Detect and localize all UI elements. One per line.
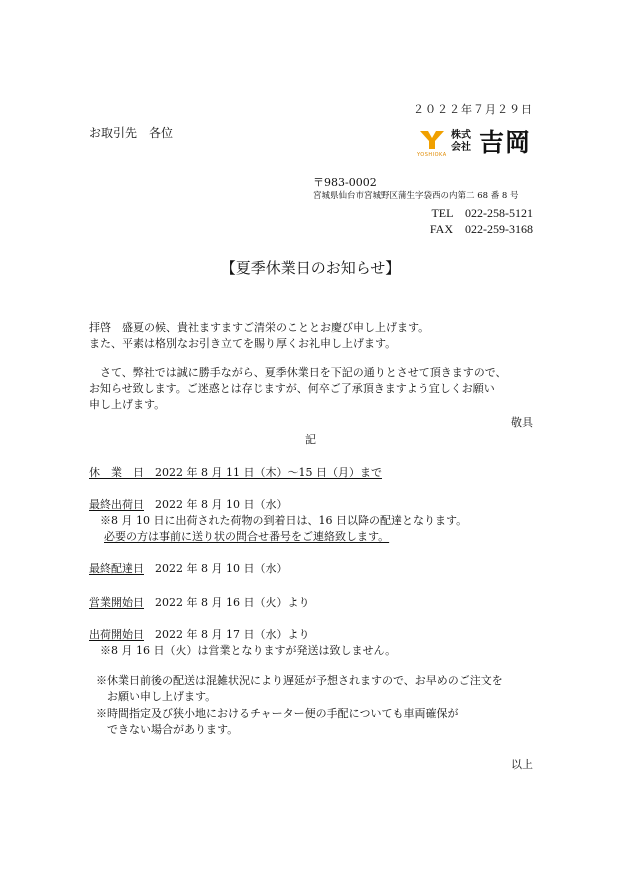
document-title: 【夏季休業日のお知らせ】 — [220, 259, 401, 277]
item-value: 2022 年 8 月 10 日（水） — [144, 562, 288, 575]
item-label: 休 業 日 — [89, 466, 144, 479]
item-note-underlined: 必要の方は事前に送り状の問合せ番号をご連絡致します。 — [104, 530, 390, 543]
greeting-line: 拝啓 盛夏の候、貴社ますますご清栄のこととお慶び申し上げます。 — [89, 321, 430, 334]
closing-keigu: 敬具 — [511, 416, 533, 429]
logo-kabushiki: 株式会社 — [451, 130, 471, 153]
item-label: 最終出荷日 — [89, 498, 144, 511]
body-line: お知らせ致します。ご迷惑とは存じますが、何卒ご了承頂きますよう宜しくお願い — [89, 382, 495, 395]
document-date: ２０２２年７月２９日 — [413, 103, 533, 116]
fax-number: FAX 022-259-3168 — [429, 222, 533, 236]
company-logo — [419, 128, 539, 164]
company-name: 吉岡 — [479, 128, 532, 157]
schedule-item-last-shipping — [89, 498, 287, 511]
schedule-item-last-delivery — [89, 562, 287, 575]
item-value: 2022 年 8 月 11 日（木）～15 日（月）まで — [144, 466, 382, 479]
item-note: ※8 月 10 日に出荷された荷物の到着日は、16 日以降の配達となります。 — [89, 514, 468, 527]
schedule-item-business-start — [89, 596, 309, 609]
item-label: 営業開始日 — [89, 596, 144, 609]
ki-heading: 記 — [305, 433, 316, 446]
logo-subtext: YOSHIOKA — [417, 152, 447, 158]
footnote: ※時間指定及び狭小地におけるチャーター便の手配についても車両確保が — [96, 707, 459, 720]
phone-number: TEL 022-258-5121 — [431, 206, 533, 220]
item-note: ※8 月 16 日（火）は営業となりますが発送は致しません。 — [89, 644, 397, 657]
schedule-item-shipping-start — [89, 628, 309, 641]
item-value: 2022 年 8 月 17 日（水）より — [144, 628, 310, 641]
greeting-line: また、平素は格別なお引き立てを賜り厚くお礼申し上げます。 — [89, 337, 397, 350]
company-address: 宮城県仙台市宮城野区蒲生字袋西の内第二 68 番 8 号 — [313, 191, 519, 201]
closing-ijou: 以上 — [511, 758, 533, 771]
schedule-item-holiday — [89, 466, 382, 479]
item-value: 2022 年 8 月 16 日（火）より — [144, 596, 310, 609]
footnote: ※休業日前後の配送は混雑状況により遅延が予想されますので、お早めのご注文を — [96, 674, 503, 687]
body-line: さて、弊社では誠に勝手ながら、夏季休業日を下記の通りとさせて頂きますので、 — [89, 366, 507, 379]
body-line: 申し上げます。 — [89, 398, 166, 411]
item-value: 2022 年 8 月 10 日（水） — [144, 498, 288, 511]
postal-code: 〒983-0002 — [313, 176, 377, 189]
item-label: 出荷開始日 — [89, 628, 144, 641]
footnote: お願い申し上げます。 — [96, 690, 217, 703]
footnote: できない場合があります。 — [96, 723, 239, 736]
item-label: 最終配達日 — [89, 562, 144, 575]
recipient: お取引先 各位 — [89, 126, 174, 140]
